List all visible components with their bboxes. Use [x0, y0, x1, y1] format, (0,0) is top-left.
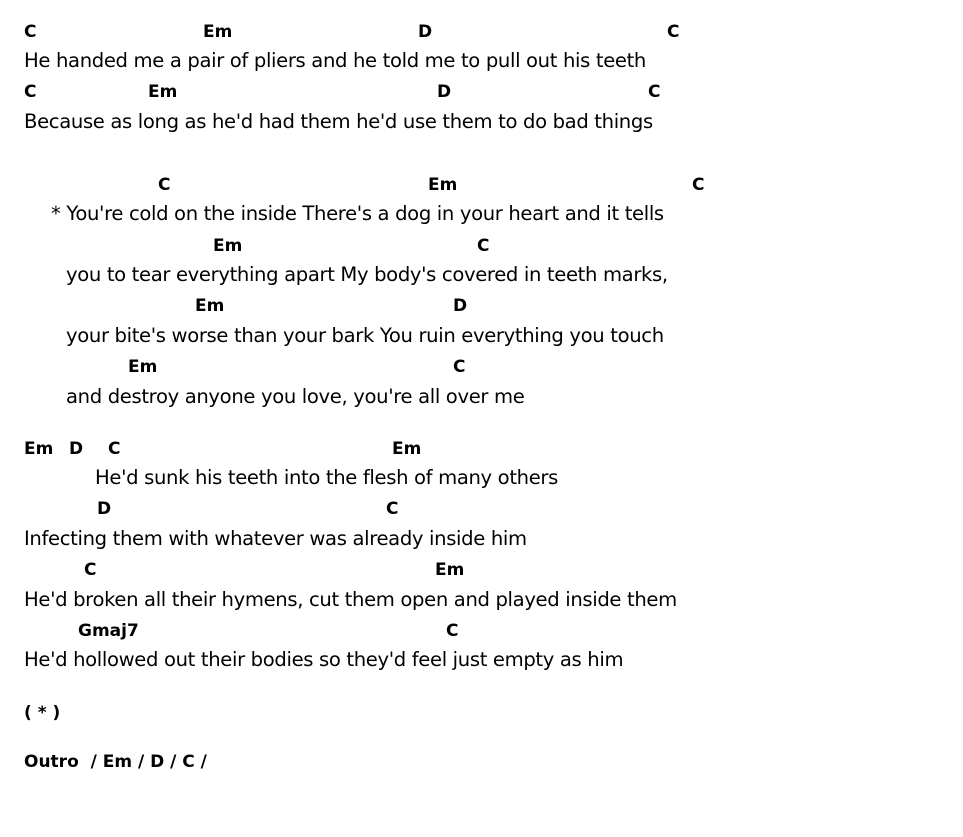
chord: C: [386, 499, 399, 519]
lyric-line: Infecting them with whatever was already inside him: [24, 527, 527, 550]
chord: C: [158, 175, 171, 195]
lyric-line: He'd broken all their hymens, cut them open and played inside them: [24, 588, 677, 611]
chord: D: [97, 499, 112, 519]
lyric-line: He'd hollowed out their bodies so they'd feel just empty as him: [24, 648, 624, 671]
lyric-line: He'd sunk his teeth into the flesh of many others: [95, 466, 558, 489]
chord: C: [108, 439, 121, 459]
chord: D: [437, 82, 452, 102]
chord: Em: [195, 296, 225, 316]
chord: D: [69, 439, 84, 459]
chord: Em: [213, 236, 243, 256]
chord: Em: [435, 560, 465, 580]
chord: C: [446, 621, 459, 641]
lyric-line: and destroy anyone you love, you're all over me: [66, 385, 525, 408]
chord: C: [477, 236, 490, 256]
chord: C: [84, 560, 97, 580]
lyric-line: * You're cold on the inside There's a dog in your heart and it tells: [51, 202, 664, 225]
chord: C: [667, 22, 680, 42]
chord: C: [24, 22, 37, 42]
chorus-repeat-marker: ( * ): [24, 703, 61, 723]
chord: Em: [428, 175, 458, 195]
lyric-line: your bite's worse than your bark You ruin everything you touch: [66, 324, 664, 347]
chord: Em: [392, 439, 422, 459]
outro-line: Outro / Em / D / C /: [24, 752, 207, 772]
chord: C: [453, 357, 466, 377]
chord: D: [453, 296, 468, 316]
chord: C: [24, 82, 37, 102]
lyric-line: Because as long as he'd had them he'd use them to do bad things: [24, 110, 653, 133]
chord: C: [692, 175, 705, 195]
chord: Em: [24, 439, 54, 459]
lyric-line: He handed me a pair of pliers and he told me to pull out his teeth: [24, 49, 647, 72]
chord: Gmaj7: [78, 621, 139, 641]
chord: D: [418, 22, 433, 42]
lyric-line: you to tear everything apart My body's covered in teeth marks,: [66, 263, 668, 286]
chord: Em: [128, 357, 158, 377]
chord: Em: [203, 22, 233, 42]
chord: C: [648, 82, 661, 102]
chord: Em: [148, 82, 178, 102]
